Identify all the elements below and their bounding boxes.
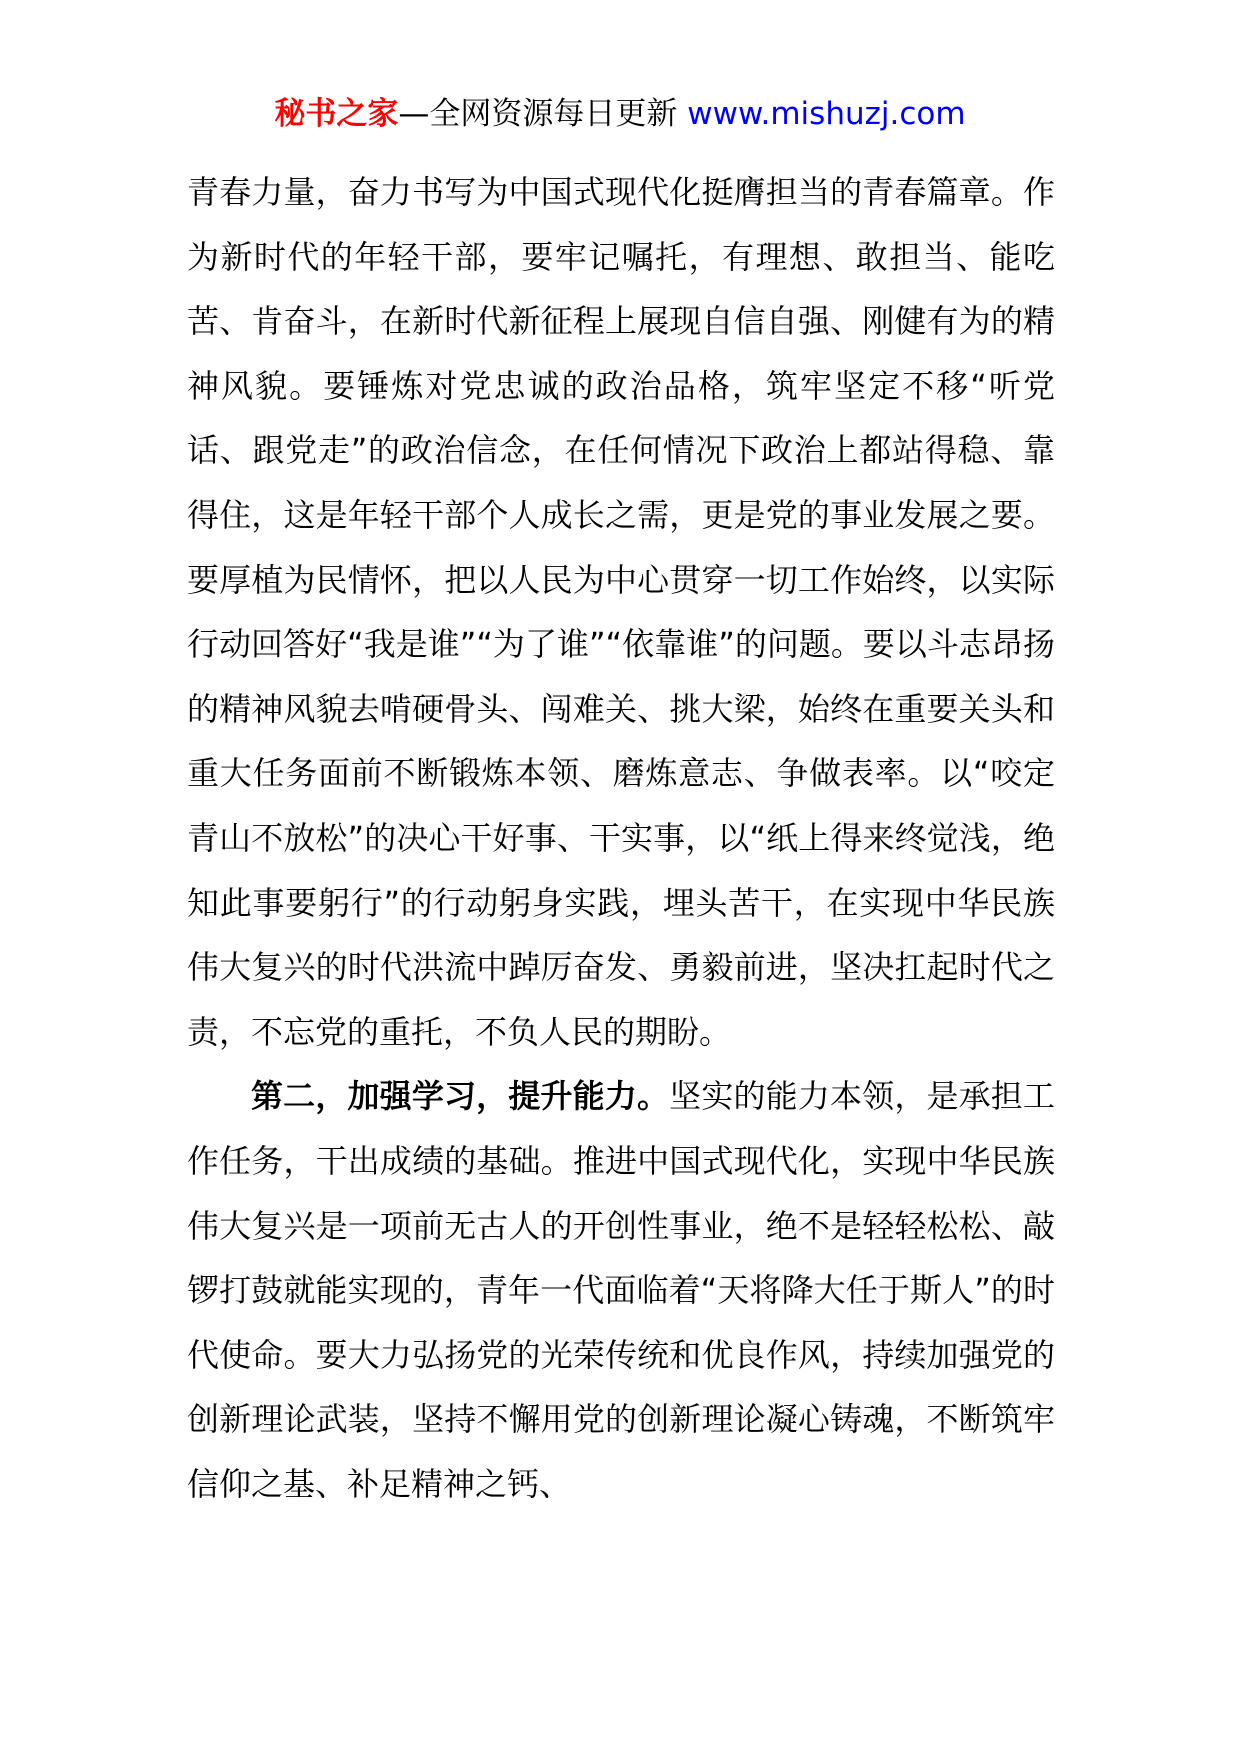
document-body xyxy=(187,160,1055,1516)
paragraph-1: 青春力量，奋力书写为中国式现代化挺膺担当的青春篇章。作为新时代的年轻干部，要牢记嘱托，有理想、敢担当、能吃苦、肯奋斗，在新时代新征程上展现自信自强、刚健有为的精神风貌。要锤炼对党忠诚的政治品格，筑牢坚定不移“听党话、跟党走”的政治信念，在任何情况下政治上都站得稳、靠得住，这是年轻干部个人成长之需，更是党的事业发展之要。要厚植为民情怀，把以人民为中心贯穿一切工作始终，以实际行动回答好“我是谁”“为了谁”“依靠谁”的问题。要以斗志昂扬的精神风貌去啃硬骨头、闯难关、挑大梁，始终在重要关头和重大任务面前不断锻炼本领、磨炼意志、争做表率。以“咬定青山不放松”的决心干好事、干实事，以“纸上得来终觉浅，绝知此事要躬行”的行动躬身实践，埋头苦干，在实现中华民族伟大复兴的时代洪流中踔厉奋发、勇毅前进，坚决扛起时代之责，不忘党的重托，不负人民的期盼。 xyxy=(187,173,1055,1051)
site-url-link[interactable]: www.mishuzj.com xyxy=(687,96,966,132)
site-brand: 秘书之家 xyxy=(274,96,399,132)
site-header xyxy=(0,94,1240,134)
site-tagline: —全网资源每日更新 xyxy=(398,96,688,132)
paragraph-2 xyxy=(187,1064,1055,1516)
paragraph-2-text: 坚实的能力本领，是承担工作任务，干出成绩的基础。推进中国式现代化，实现中华民族伟大复兴是一项前无古人的开创性事业，绝不是轻轻松松、敲锣打鼓就能实现的，青年一代面临着“天将降大任于斯人”的时代使命。要大力弘扬党的光荣传统和优良作风，持续加强党的创新理论武装，坚持不懈用党的创新理论凝心铸魂，不断筑牢信仰之基、补足精神之钙、 xyxy=(187,1077,1055,1503)
paragraph-2-heading: 第二，加强学习，提升能力。 xyxy=(251,1077,670,1116)
